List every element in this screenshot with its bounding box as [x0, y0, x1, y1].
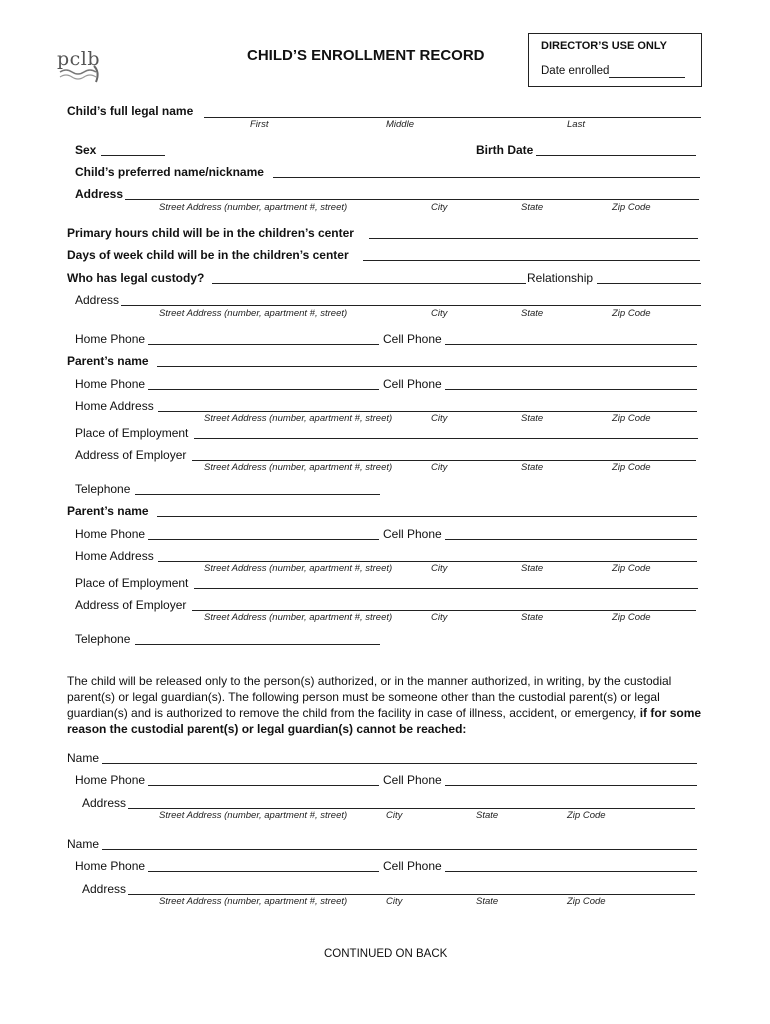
parent2-name-field[interactable]	[157, 502, 697, 516]
contact1-home-phone-label: Home Phone	[75, 773, 146, 787]
custody-address-label: Address	[75, 293, 120, 307]
child-address-state-sub: State	[521, 202, 544, 213]
contact1-cell-phone-label: Cell Phone	[383, 773, 442, 787]
parent2-telephone-label: Telephone	[75, 632, 131, 646]
parent2-employer-street-sub: Street Address (number, apartment #, street)	[204, 612, 393, 623]
parent1-employer-street-sub: Street Address (number, apartment #, street)	[204, 462, 393, 473]
date-enrolled-label: Date enrolled	[541, 65, 610, 77]
logo-wave-icon	[52, 46, 106, 86]
custody-address-zip-sub: Zip Code	[612, 308, 651, 319]
parent2-home-address-label: Home Address	[75, 549, 154, 563]
contact1-street-sub: Street Address (number, apartment #, street)	[159, 810, 348, 821]
continued-on-back: CONTINUED ON BACK	[324, 948, 448, 960]
contact2-name-label: Name	[67, 837, 100, 851]
parent1-home-phone-field[interactable]	[148, 375, 379, 389]
sex-label: Sex	[75, 143, 97, 157]
custody-cell-phone-label: Cell Phone	[383, 332, 442, 346]
parent2-home-address-city-sub: City	[431, 563, 448, 574]
birth-date-field[interactable]	[536, 141, 696, 155]
parent1-home-address-field[interactable]	[158, 397, 697, 411]
parent2-name-label: Parent’s name	[67, 504, 149, 518]
parent1-cell-phone-field[interactable]	[445, 375, 697, 389]
contact1-name-label: Name	[67, 751, 100, 765]
release-paragraph-text: The child will be released only to the person(s) authorized, or in the manner authorized, in writing, by the custodial parent(s) or legal guardian(s). The following person must be someone other than the custodial parent(s) or legal guardian(s) and is authorized to remove the child from the facility in case of illness, accident, or emergency,	[67, 674, 672, 720]
parent1-home-address-city-sub: City	[431, 413, 448, 424]
directors-use-heading: DIRECTOR’S USE ONLY	[541, 40, 667, 52]
custody-address-city-sub: City	[431, 308, 448, 319]
sub-last: Last	[567, 119, 585, 130]
nickname-field[interactable]	[273, 163, 700, 177]
parent2-home-address-zip-sub: Zip Code	[612, 563, 651, 574]
contact1-address-field[interactable]	[128, 794, 695, 808]
contact2-home-phone-field[interactable]	[148, 857, 379, 871]
parent1-employer-zip-sub: Zip Code	[612, 462, 651, 473]
parent1-employer-state-sub: State	[521, 462, 544, 473]
parent1-employer-city-sub: City	[431, 462, 448, 473]
child-address-field[interactable]	[125, 185, 699, 199]
release-paragraph	[67, 673, 705, 737]
parent1-cell-phone-label: Cell Phone	[383, 377, 442, 391]
contact2-home-phone-label: Home Phone	[75, 859, 146, 873]
parent2-home-address-state-sub: State	[521, 563, 544, 574]
child-address-zip-sub: Zip Code	[612, 202, 651, 213]
parent2-employer-address-field[interactable]	[192, 596, 696, 610]
parent1-employment-field[interactable]	[194, 424, 698, 438]
parent1-telephone-label: Telephone	[75, 482, 131, 496]
parent1-name-field[interactable]	[157, 352, 697, 366]
parent1-home-address-label: Home Address	[75, 399, 154, 413]
parent2-employer-zip-sub: Zip Code	[612, 612, 651, 623]
legal-custody-field[interactable]	[212, 269, 526, 283]
contact2-name-field[interactable]	[102, 835, 697, 849]
contact2-cell-phone-label: Cell Phone	[383, 859, 442, 873]
child-full-name-label: Child’s full legal name	[67, 104, 194, 118]
parent2-home-phone-field[interactable]	[148, 525, 379, 539]
parent1-employment-label: Place of Employment	[75, 426, 189, 440]
parent1-employer-address-label: Address of Employer	[75, 448, 187, 462]
relationship-label: Relationship	[527, 271, 594, 285]
child-address-label: Address	[75, 187, 124, 201]
parent1-home-address-state-sub: State	[521, 413, 544, 424]
custody-home-phone-label: Home Phone	[75, 332, 146, 346]
birth-date-label: Birth Date	[476, 143, 534, 157]
contact2-state-sub: State	[476, 896, 499, 907]
child-address-street-sub: Street Address (number, apartment #, street)	[159, 202, 348, 213]
contact2-cell-phone-field[interactable]	[445, 857, 697, 871]
days-of-week-label: Days of week child will be in the children’s center	[67, 248, 349, 262]
contact1-name-field[interactable]	[102, 749, 697, 763]
parent2-cell-phone-field[interactable]	[445, 525, 697, 539]
custody-home-phone-field[interactable]	[148, 330, 379, 344]
contact1-address-label: Address	[82, 796, 127, 810]
parent1-employer-address-field[interactable]	[192, 446, 696, 460]
contact2-address-label: Address	[82, 882, 127, 896]
contact1-state-sub: State	[476, 810, 499, 821]
primary-hours-label: Primary hours child will be in the children’s center	[67, 226, 354, 240]
contact1-cell-phone-field[interactable]	[445, 771, 697, 785]
parent2-employment-label: Place of Employment	[75, 576, 189, 590]
parent2-employment-field[interactable]	[194, 574, 698, 588]
sex-field[interactable]	[101, 141, 165, 155]
parent1-name-label: Parent’s name	[67, 354, 149, 368]
parent1-home-address-zip-sub: Zip Code	[612, 413, 651, 424]
parent1-telephone-field[interactable]	[135, 480, 380, 494]
contact2-address-field[interactable]	[128, 880, 695, 894]
child-full-name-field[interactable]	[204, 103, 701, 117]
relationship-field[interactable]	[597, 269, 701, 283]
days-of-week-field[interactable]	[363, 246, 700, 260]
contact2-city-sub: City	[386, 896, 403, 907]
parent2-home-address-street-sub: Street Address (number, apartment #, street)	[204, 563, 393, 574]
form-title: CHILD’S ENROLLMENT RECORD	[247, 47, 485, 64]
contact1-zip-sub: Zip Code	[567, 810, 606, 821]
pclb-logo	[52, 46, 106, 86]
contact1-home-phone-field[interactable]	[148, 771, 379, 785]
custody-address-field[interactable]	[121, 291, 701, 305]
release-paragraph-bold: if for some reason the custodial parent(s) or legal guardian(s) cannot be reached:	[67, 706, 702, 736]
parent2-cell-phone-label: Cell Phone	[383, 527, 442, 541]
custody-address-state-sub: State	[521, 308, 544, 319]
legal-custody-label: Who has legal custody?	[67, 271, 205, 285]
parent1-home-address-street-sub: Street Address (number, apartment #, street)	[204, 413, 393, 424]
contact2-street-sub: Street Address (number, apartment #, street)	[159, 896, 348, 907]
custody-address-street-sub: Street Address (number, apartment #, street)	[159, 308, 348, 319]
primary-hours-field[interactable]	[369, 224, 698, 238]
nickname-label: Child’s preferred name/nickname	[75, 165, 264, 179]
contact1-city-sub: City	[386, 810, 403, 821]
parent2-telephone-field[interactable]	[135, 630, 380, 644]
date-enrolled-field[interactable]	[609, 64, 685, 78]
custody-cell-phone-field[interactable]	[445, 330, 697, 344]
parent1-home-phone-label: Home Phone	[75, 377, 146, 391]
sub-first: First	[250, 119, 269, 130]
parent2-employer-state-sub: State	[521, 612, 544, 623]
sub-middle: Middle	[386, 119, 414, 130]
parent2-home-address-field[interactable]	[158, 547, 697, 561]
contact2-zip-sub: Zip Code	[567, 896, 606, 907]
parent2-employer-address-label: Address of Employer	[75, 598, 187, 612]
parent2-home-phone-label: Home Phone	[75, 527, 146, 541]
parent2-employer-city-sub: City	[431, 612, 448, 623]
directors-use-box	[528, 33, 702, 87]
child-address-city-sub: City	[431, 202, 448, 213]
logo-text: pclb	[57, 48, 101, 70]
